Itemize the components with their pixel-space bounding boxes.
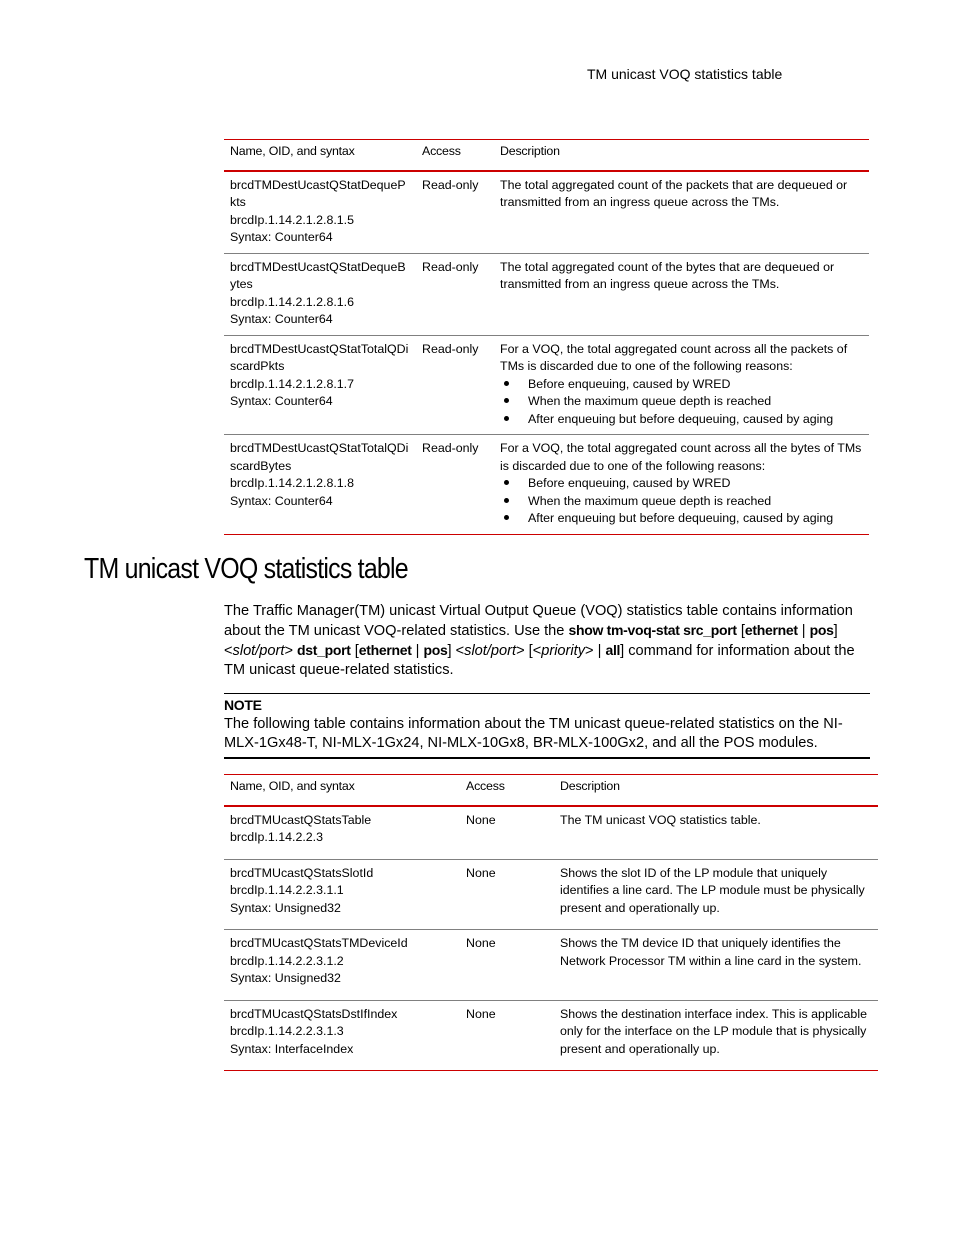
running-header: TM unicast VOQ statistics table [587,66,783,82]
reason-list [500,475,863,528]
cell-access: Read-only [422,177,479,192]
cell-description [554,806,878,860]
name-oid-line: brcdTMUcastQStatsTMDeviceId [230,936,408,950]
note-text: The following table contains information about the TM unicast queue-related statistics on the NI-MLX-1Gx48-T, NI-MLX-1Gx24, NI-MLX-10Gx8, BR-MLX-100Gx2, and all the POS modules. [224,716,843,751]
table-row [224,335,869,435]
command-keyword: pos [809,622,834,638]
name-oid-line: brcdTMDestUcastQStatTotalQDi [230,441,409,455]
cell-description [494,253,869,335]
cell-access: None [466,1006,496,1021]
column-header-description: Description [560,779,620,793]
column-header-name: Name, OID, and syntax [230,779,355,793]
command-variable: priority [541,643,586,659]
intro-text: > [284,643,298,659]
cell-description [554,1000,878,1071]
cell-description [494,335,869,435]
mib-table-ucast-qstats [224,774,878,1071]
name-oid-line: brcdTMUcastQStatsDstIfIndex [230,1006,398,1021]
column-header-access: Access [466,779,505,793]
cell-access: Read-only [422,341,479,356]
column-header-description: Description [500,144,560,158]
name-oid-line: Syntax: Unsigned32 [230,900,341,915]
command-keyword: show tm-voq-stat src_port [568,622,737,638]
name-oid-line: Syntax: Unsigned32 [230,971,341,985]
description-text: The TM unicast VOQ statistics table. [560,812,761,827]
cell-description [554,930,878,1001]
command-keyword: dst_port [297,642,351,658]
cell-name-oid-syntax [224,806,460,860]
table-row [224,930,878,1001]
reason-list-item: When the maximum queue depth is reached [500,393,863,411]
reason-list-item: Before enqueuing, caused by WRED [500,475,863,493]
description-text: The total aggregated count of the bytes that are dequeued or transmitted from an ingress queue across the TMs. [500,259,835,291]
intro-text: [ [350,643,359,659]
cell-name-oid-syntax [224,1000,460,1071]
column-header-name: Name, OID, and syntax [230,144,355,158]
description-text: Shows the TM device ID that uniquely identifies the Network Processor TM within a line card in the system. [560,936,862,968]
table-header-row [224,775,878,806]
cell-access: None [466,812,496,827]
cell-name-oid-syntax [224,859,460,930]
table-row [224,806,878,860]
reason-list-item: When the maximum queue depth is reached [500,493,863,511]
name-oid-line: Syntax: Counter64 [230,230,333,244]
cell-name-oid-syntax [224,253,416,335]
cell-access: None [466,865,496,880]
note-box [224,693,870,759]
name-oid-line: scardBytes [230,458,292,473]
name-oid-line: brcdTMDestUcastQStatDequeB [230,259,406,274]
cell-name-oid-syntax [224,171,416,254]
cell-access: Read-only [422,259,479,274]
command-variable: slot/port [232,643,285,659]
cell-description [554,859,878,930]
intro-text: [ [736,623,745,639]
name-oid-line: brcdIp.1.14.2.1.2.8.1.8 [230,476,354,490]
intro-text: > | [585,643,606,659]
name-oid-line: brcdIp.1.14.2.2.3.1.2 [230,953,344,968]
cell-description [494,171,869,254]
cell-access: Read-only [422,441,479,455]
command-keyword: ethernet [744,622,798,638]
name-oid-line: Syntax: Counter64 [230,394,333,408]
table-row [224,1000,878,1071]
cell-name-oid-syntax [224,435,416,535]
cell-name-oid-syntax [224,335,416,435]
name-oid-line: scardPkts [230,359,285,373]
name-oid-line: Syntax: Counter64 [230,312,333,326]
mib-table-dequeue-discard [224,139,869,535]
name-oid-line: brcdTMDestUcastQStatTotalQDi [230,341,409,356]
command-keyword: all [605,642,621,658]
reason-list [500,376,863,429]
name-oid-line: brcdIp.1.14.2.1.2.8.1.5 [230,212,354,227]
command-keyword: pos [423,642,448,658]
note-label: NOTE [224,697,262,713]
name-oid-line: ytes [230,277,253,291]
column-header-access: Access [422,144,461,158]
table-row [224,171,869,254]
name-oid-line: brcdIp.1.14.2.2.3.1.1 [230,883,344,897]
description-text: For a VOQ, the total aggregated count across all the packets of TMs is discarded due to one of the following reasons: [500,341,848,373]
section-title: TM unicast VOQ statistics table [84,553,408,585]
command-keyword: ethernet [358,642,412,658]
name-oid-line: brcdIp.1.14.2.2.3 [230,830,323,844]
name-oid-line: brcdTMDestUcastQStatDequeP [230,177,406,192]
name-oid-line: brcdIp.1.14.2.2.3.1.3 [230,1024,344,1038]
cell-description [494,435,869,535]
intro-text: ] < [447,643,465,659]
table-header-row [224,140,869,171]
name-oid-line: Syntax: Counter64 [230,493,333,508]
description-text: For a VOQ, the total aggregated count across all the bytes of TMs is discarded due to one of the following reasons: [500,441,862,473]
intro-paragraph [224,602,872,680]
reason-list-item: After enqueuing but before dequeuing, caused by aging [500,411,863,429]
description-text: The total aggregated count of the packets that are dequeued or transmitted from an ingress queue across the TMs. [500,177,848,209]
intro-text: The Traffic Manager(TM) unicast Virtual Output Queue (VOQ) statistics table contains information about the TM unicast VOQ-related statistics. Use the [224,603,853,639]
name-oid-line: brcdTMUcastQStatsSlotId [230,865,374,880]
intro-text: | [797,623,810,639]
reason-list-item: Before enqueuing, caused by WRED [500,376,863,394]
description-text: Shows the destination interface index. This is applicable only for the interface on the LP module that is physically present and operationally up. [560,1006,867,1056]
cell-access: None [466,936,496,950]
command-variable: slot/port [464,643,517,659]
cell-name-oid-syntax [224,930,460,1001]
table-row [224,859,878,930]
name-oid-line: brcdTMUcastQStatsTable [230,812,372,827]
table-row [224,435,869,535]
intro-text: ] < [224,623,838,659]
reason-list-item: After enqueuing but before dequeuing, caused by aging [500,510,863,528]
intro-text: > [< [516,643,542,659]
description-text: Shows the slot ID of the LP module that uniquely identifies a line card. The LP module must be physically present and operationally up. [560,865,865,915]
name-oid-line: brcdIp.1.14.2.1.2.8.1.7 [230,376,354,391]
intro-text: ] command for information about the TM unicast queue-related statistics. [224,643,855,678]
name-oid-line: brcdIp.1.14.2.1.2.8.1.6 [230,294,354,309]
name-oid-line: Syntax: InterfaceIndex [230,1041,354,1056]
intro-text: | [411,643,424,659]
name-oid-line: kts [230,195,246,209]
table-row [224,253,869,335]
